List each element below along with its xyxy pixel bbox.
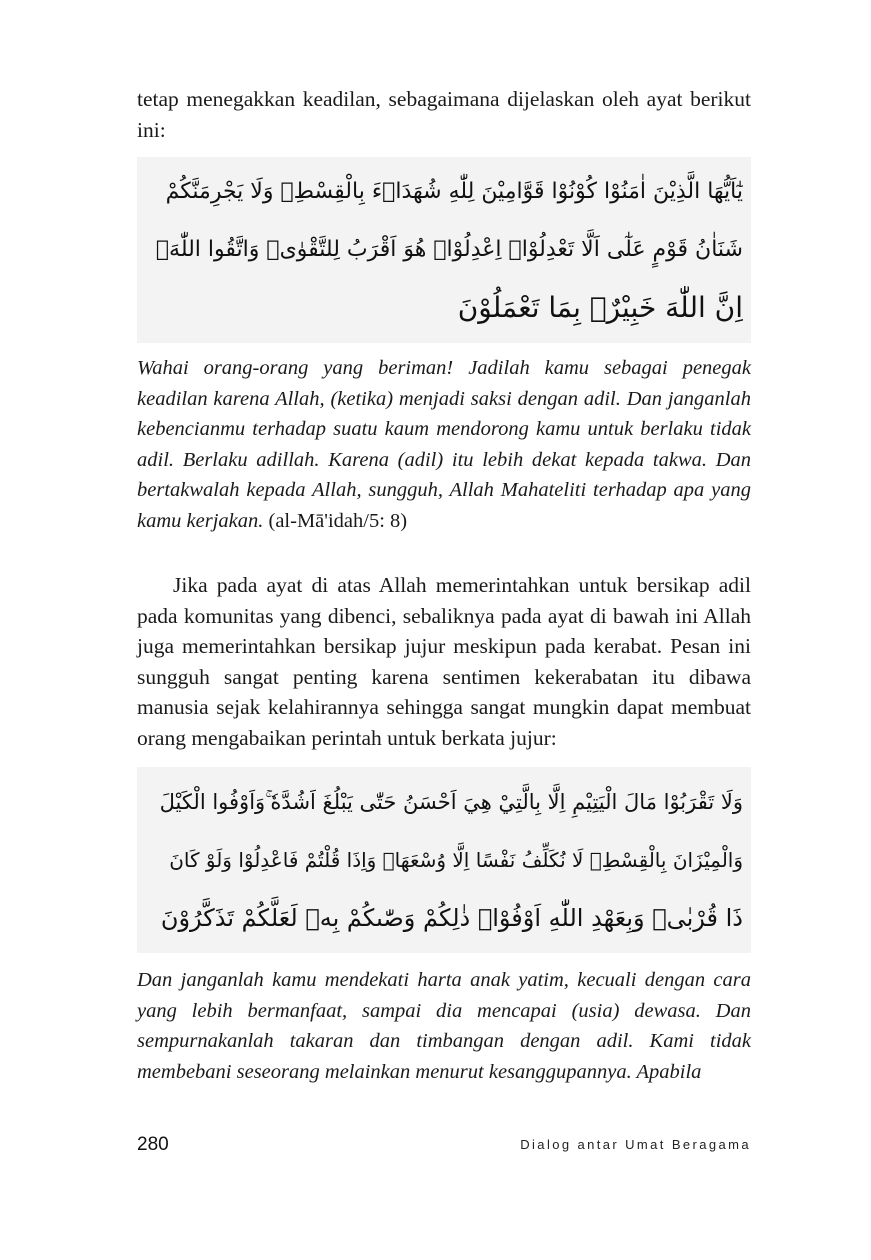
page-footer: [137, 1134, 751, 1164]
arabic-line: وَلَا تَقْرَبُوْا مَالَ الْيَتِيْمِ اِلَّا بِالَّتِيْ هِيَ اَحْسَنُ حَتّٰى يَبْلُغَ اَشُدَّهٗ ۚوَاَوْفُوا الْكَيْلَ: [159, 790, 743, 814]
verse-citation: (al-Mā'idah/5: 8): [268, 509, 408, 532]
arabic-line: وَالْمِيْزَانَ بِالْقِسْطِۚ لَا نُكَلِّفُ نَفْسًا اِلَّا وُسْعَهَاۚ وَاِذَا قُلْتُمْ فَاعْدِلُوْا وَلَوْ كَانَ: [169, 848, 743, 872]
running-title: Dialog antar Umat Beragama: [520, 1137, 751, 1152]
verse-translation: [137, 965, 751, 1087]
arabic-line: يٰٓاَيُّهَا الَّذِيْنَ اٰمَنُوْا كُوْنُوْا قَوَّامِيْنَ لِلّٰهِ شُهَدَاۤءَ بِالْقِسْطِۖ وَلَا يَجْرِمَنَّكُمْ: [165, 179, 743, 204]
intro-paragraph: tetap menegakkan keadilan, sebagaimana dijelaskan oleh ayat berikut ini:: [137, 87, 751, 142]
page-body: [137, 84, 751, 1087]
quran-verse-al-maidah-8: [137, 157, 751, 343]
page-number: 280: [137, 1134, 169, 1155]
translation-text: Wahai orang-orang yang beriman! Jadilah kamu sebagai penegak keadilan karena Allah, (ketika) menjadi saksi dengan adil. Dan janganlah kebencianmu terhadap suatu kaum mendorong kamu untuk berlaku tidak adil. Berlaku adillah. Karena (adil) itu lebih dekat kepada takwa. Dan bertakwalah kepada Allah, sungguh, Allah Mahateliti terhadap apa yang kamu kerjakan.: [137, 357, 751, 532]
arabic-line: ذَا قُرْبٰىۚ وَبِعَهْدِ اللّٰهِ اَوْفُوْاۗ ذٰلِكُمْ وَصّٰىكُمْ بِهٖ لَعَلَّكُمْ تَذَكَّرُوْنَ: [160, 904, 743, 932]
arabic-line: اِنَّ اللّٰهَ خَبِيْرٌۢ بِمَا تَعْمَلُوْنَ: [457, 291, 743, 324]
quran-verse-al-anam-152: [137, 767, 751, 953]
translation-text: Dan janganlah kamu mendekati harta anak yatim, kecuali dengan cara yang lebih bermanfaat, sampai dia mencapai (usia) dewasa. Dan sempurnakanlah takaran dan timbangan dengan adil. Kami tidak membebani seseorang melainkan menurut kesanggupannya. Apabila: [137, 969, 751, 1083]
arabic-line: شَنَاٰنُ قَوْمٍ عَلٰٓى اَلَّا تَعْدِلُوْاۗ اِعْدِلُوْاۗ هُوَ اَقْرَبُ لِلتَّقْوٰىۖ وَاتَّقُوا اللّٰهَۗ: [155, 237, 743, 262]
body-paragraph: Jika pada ayat di atas Allah memerintahkan untuk bersikap adil pada komunitas yang dibenci, sebaliknya pada ayat di bawah ini Allah juga memerintahkan bersikap jujur meskipun pada kerabat. Pesan ini sungguh sangat penting karena sentimen kekerabatan itu dibawa manusia sejak kelahirannya sehingga sangat mungkin dapat membuat orang mengabaikan perintah untuk berkata jujur:: [137, 573, 751, 750]
verse-translation: [137, 353, 751, 536]
